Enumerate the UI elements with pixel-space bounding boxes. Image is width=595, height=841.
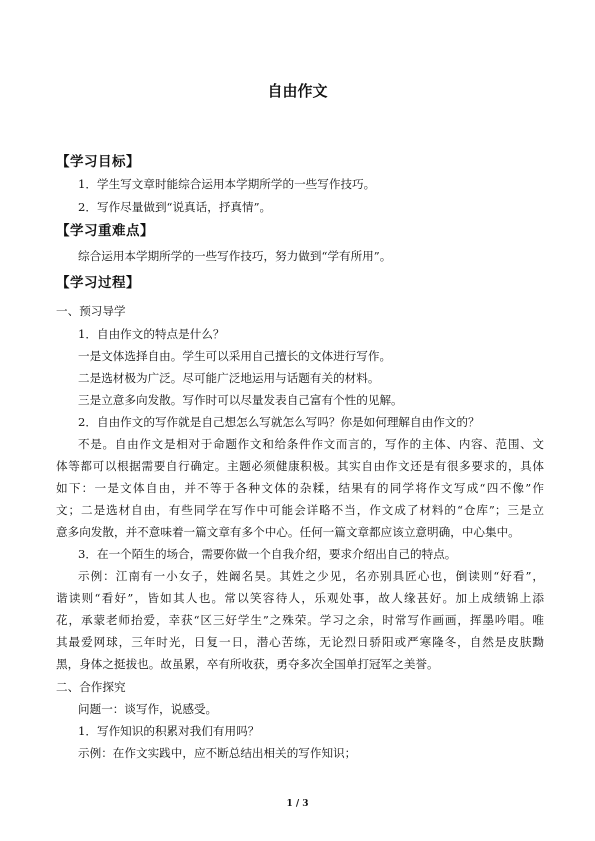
paragraph-line: 不是。自由作文是相对于命题作文和给条件作文而言的，写作的主体、内容、范围、文 bbox=[78, 437, 544, 451]
page-title: 自由作文 bbox=[267, 82, 328, 100]
paragraph-line: 意多向发散，并不意味着一篇文章有多个中心。任何一篇文章都应该立意明确，中心集中。 bbox=[56, 525, 520, 539]
page-number: 1 / 3 bbox=[286, 799, 309, 809]
paragraph-line: 谐读则“看好”，皆如其人也。常以笑容待人，乐观处事，故人缘甚好。加上成绩锦上添 bbox=[56, 591, 544, 605]
answer-line: 一是文体选择自由。学生可以采用自己擅长的文体进行写作。 bbox=[78, 349, 392, 363]
learning-process-heading: 【学习过程】 bbox=[56, 275, 140, 291]
key-points-text: 综合运用本学期所学的一些写作技巧，努力做到“学有所用”。 bbox=[78, 249, 392, 263]
question-1: 1．自由作文的特点是什么？ bbox=[78, 327, 225, 341]
paragraph-line: 其最爱网球，三年时光，日复一日，潜心苦练，无论烈日骄阳或严寒隆冬，自然是皮肤黝 bbox=[56, 635, 544, 649]
question-3: 3．在一个陌生的场合，需要你做一个自我介绍，要求介绍出自己的特点。 bbox=[78, 547, 457, 561]
section-cooperation-heading: 二、合作探究 bbox=[56, 680, 126, 694]
question-2: 2．自由作文的写作就是自己想怎么写就怎么写吗？你是如何理解自由作文的？ bbox=[78, 415, 480, 429]
goal-item-2: 2．写作尽量做到“说真话，抒真情”。 bbox=[78, 200, 272, 214]
paragraph-line: 体等都可以根据需要自行确定。主题必须健康积极。其实自由作文还是有很多要求的，具体 bbox=[56, 459, 544, 473]
problem-1: 问题一：谈写作，说感受。 bbox=[78, 702, 218, 716]
paragraph-line: 文；二是选材自由，有些同学在写作中可能会详略不当，作文成了材料的“仓库”；三是立 bbox=[56, 503, 544, 517]
paragraph-line: 花，承蒙老师抬爱，幸获“区三好学生”之殊荣。学习之余，时常写作画画，挥墨吟唱。唯 bbox=[56, 613, 544, 627]
section-preview-heading: 一、预习导学 bbox=[56, 304, 126, 318]
answer-line: 二是选材极为广泛。尽可能广泛地运用与话题有关的材料。 bbox=[78, 371, 380, 385]
paragraph-line: 黑，身体之挺拔也。故虽累，卒有所收获，勇夺多次全国单打冠军之美誉。 bbox=[56, 657, 439, 671]
paragraph-line: 如下：一是文体自由，并不等于各种文体的杂糅，结果有的同学将作文写成“四不像”作 bbox=[56, 481, 544, 495]
key-points-heading: 【学习重难点】 bbox=[56, 223, 154, 239]
question-writing-knowledge: 1．写作知识的积累对我们有用吗？ bbox=[78, 724, 260, 738]
paragraph-line: 示例：在作文实践中，应不断总结出相关的写作知识； bbox=[78, 746, 357, 760]
paragraph-line: 示例：江南有一小女子，姓阚名昊。其姓之少见，名亦别具匠心也，倒读则“好看”， bbox=[78, 569, 544, 583]
goal-item-1: 1．学生写文章时能综合运用本学期所学的一些写作技巧。 bbox=[78, 177, 376, 191]
answer-line: 三是立意多向发散。写作时可以尽量发表自己富有个性的见解。 bbox=[78, 393, 403, 407]
learning-goals-heading: 【学习目标】 bbox=[56, 154, 140, 170]
